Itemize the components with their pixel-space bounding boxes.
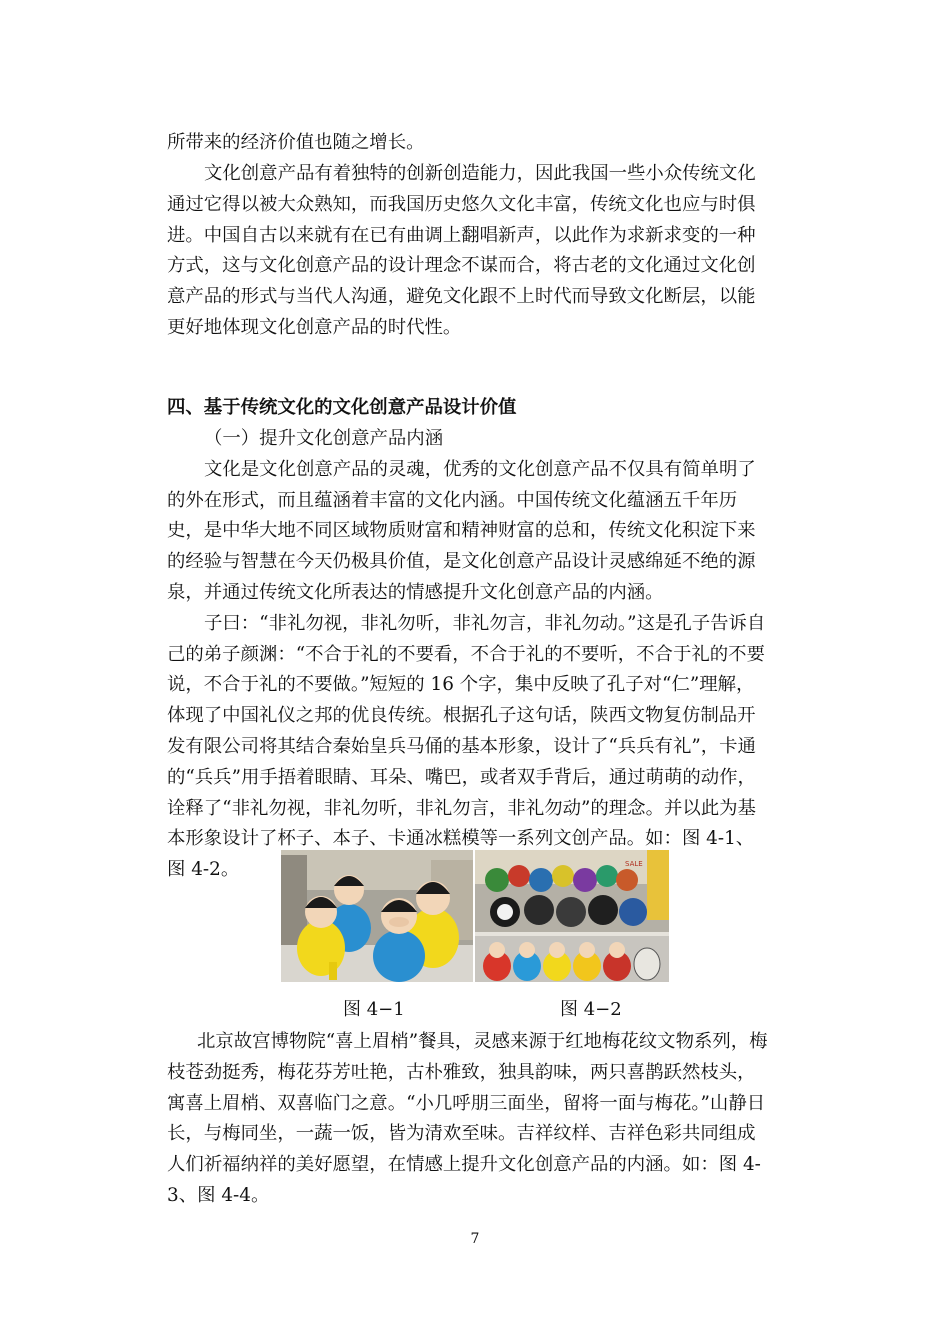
sale-sign: SALE bbox=[625, 860, 643, 868]
caption-4-2: 图 4−2 bbox=[560, 999, 622, 1020]
figurines-image bbox=[281, 850, 473, 982]
figure-4-1-photo bbox=[281, 850, 473, 982]
subsection-heading: （一）提升文化创意产品内涵 bbox=[204, 428, 444, 449]
figurine-display-image bbox=[475, 850, 669, 982]
para-cultural-innovation: 文化创意产品有着独特的创新创造能力，因此我国一些小众传统文化通过它得以被大众熟知，而我国历史悠久文化丰富，传统文化也应与时俱进。中国自古以来就有在已有曲调上翻唱新声，以此作为求新求变的一种方式，这与文化创意产品的设计理念不谋而合，将古老的文化通过文化创意产品的形式与当代人沟通，避免文化跟不上时代而导致文化断层，以能更好地体现文化创意产品的时代性。 bbox=[167, 163, 756, 338]
para-palace: 北京故宫博物院“喜上眉梢”餐具，灵感来源于红地梅花纹文物系列，梅枝苍劲挺秀，梅花芬芳吐艳，古朴雅致，独具韵味，两只喜鹊跃然枝头，寓喜上眉梢、双喜临门之意。“小几呼朋三面坐，留将一面与梅花。”山静日长，与梅同坐，一蔬一饭，皆为清欢至味。吉祥纹样、吉祥色彩共同组成人们祈福纳祥的美好愿望，在情感上提升文化创意产品的内涵。如：图 4-3、图 4-4。 bbox=[167, 1031, 768, 1206]
para-top-cont: 所带来的经济价值也随之增长。 bbox=[167, 132, 425, 153]
paragraph-cultural-innovation bbox=[167, 159, 771, 344]
paragraph-palace bbox=[167, 1027, 771, 1212]
subsection-block bbox=[167, 424, 771, 886]
para-soul: 文化是文化创意产品的灵魂，优秀的文化创意产品不仅具有简单明了的外在形式，而且蕴涵着丰富的文化内涵。中国传统文化蕴涵五千年历史，是中华大地不同区域物质财富和精神财富的总和，传统文化积淀下来的经验与智慧在今天仍极具价值，是文化创意产品设计灵感绵延不绝的源泉，并通过传统文化所表达的情感提升文化创意产品的内涵。 bbox=[167, 458, 756, 603]
para-confucius: 子曰：“非礼勿视，非礼勿听，非礼勿言，非礼勿动。”这是孔子告诉自己的弟子颜渊：“不合于礼的不要看，不合于礼的不要听，不合于礼的不要说，不合于礼的不要做。”短短的 16 个字，集中反映了孔子对“仁”理解，体现了中国礼仪之邦的优良传统。根据孔子这句话，陕西文物复仿制品开发有限公司将其结合秦始皇兵马俑的基本形象，设计了“兵兵有礼”，卡通的“兵兵”用手捂着眼睛、耳朵、嘴巴，或者双手背后，通过萌萌的动作，诠释了“非礼勿视，非礼勿听，非礼勿言，非礼勿动”的理念。并以此为基本形象设计了杯子、本子、卡通冰糕模等一系列文创产品。如：图 4-1、图 4-2。 bbox=[167, 612, 766, 881]
figure-row bbox=[281, 850, 669, 982]
paragraph-continuation bbox=[167, 128, 771, 159]
caption-4-1: 图 4−1 bbox=[343, 999, 405, 1020]
figure-4-2-photo bbox=[475, 850, 669, 982]
section-heading: 四、基于传统文化的文化创意产品设计价值 bbox=[167, 397, 517, 418]
page-number: 7 bbox=[470, 1231, 480, 1247]
